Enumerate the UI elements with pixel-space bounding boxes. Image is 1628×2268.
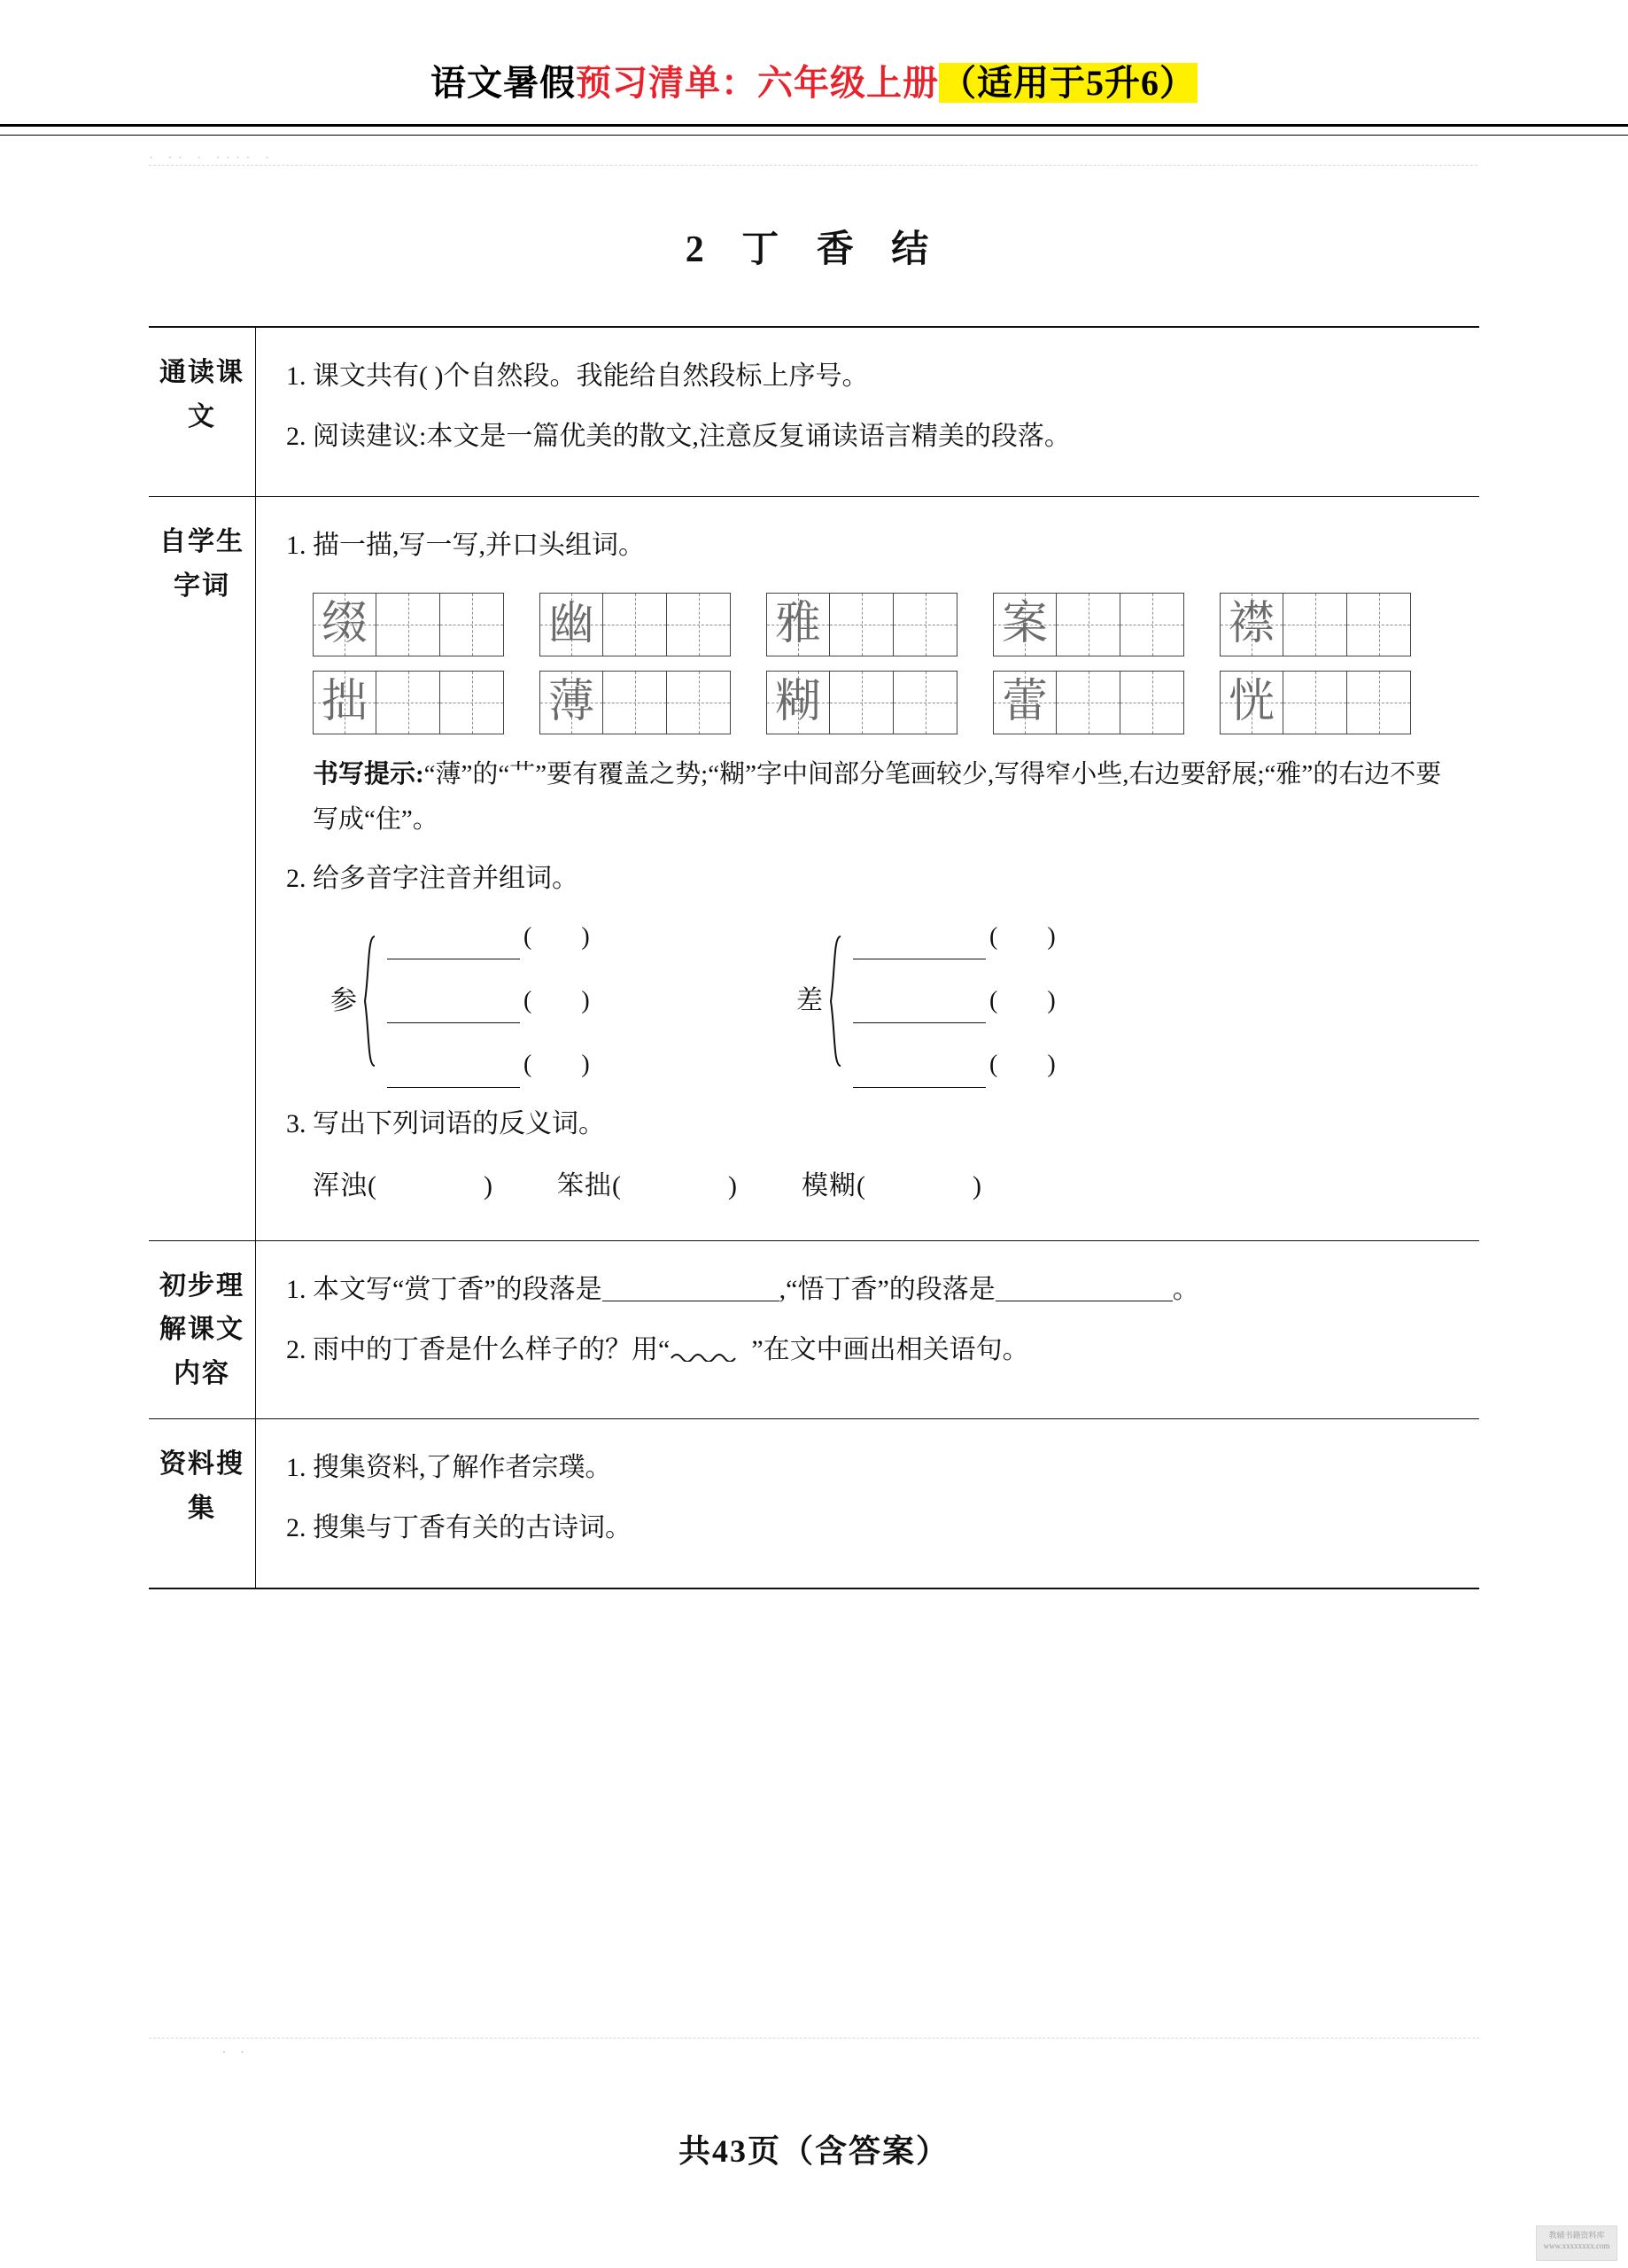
brace-icon [362, 935, 378, 1068]
practice-char: 幽 [547, 599, 594, 650]
char-cell [1220, 671, 1411, 734]
table-row [149, 1240, 1479, 1419]
tianzige-box [1283, 671, 1347, 734]
writing-hint-text: “薄”的“艹”要有覆盖之势;“糊”字中间部分笔画较少,写得窄小些,右边要舒展;“雅”的右边不要写成“住”。 [313, 760, 1442, 834]
tianzige-box [1220, 593, 1283, 656]
polyphone-lines [387, 915, 628, 1088]
polyphone-lines [853, 915, 1094, 1088]
vocab-question-3: 3. 写出下列词语的反义词。 [286, 1108, 605, 1138]
table-row [149, 1419, 1479, 1589]
practice-char: 拙 [321, 677, 368, 728]
tianzige-box [830, 671, 894, 734]
tianzige-box [993, 671, 1057, 734]
char-cell [993, 671, 1184, 734]
practice-char: 缀 [321, 599, 368, 650]
answer-paren[interactable]: ( ) [989, 1051, 1056, 1079]
header-rule-thick [0, 124, 1628, 127]
polyphone-line [387, 1043, 628, 1087]
tianzige-box [440, 593, 504, 656]
section-body-vocab [256, 497, 1480, 1241]
tianzige-box [1347, 593, 1411, 656]
tianzige-box [1283, 593, 1347, 656]
char-cell [313, 593, 504, 656]
tianzige-box [766, 593, 830, 656]
tianzige-box [1120, 671, 1184, 734]
page-title: 2 丁 香 结 [685, 229, 943, 270]
section-body-read [256, 327, 1480, 497]
char-cell [539, 593, 731, 656]
comprehension-1-suffix: 。 [1172, 1274, 1199, 1304]
tianzige-box [667, 593, 731, 656]
polyphone-line [387, 915, 628, 959]
section-body-comprehension [256, 1240, 1480, 1419]
answer-paren[interactable]: ( ) [989, 922, 1056, 951]
page-header [0, 55, 1628, 105]
practice-char: 薄 [547, 677, 594, 728]
comprehension-2-prefix: 2. 雨中的丁香是什么样子的？用“ [286, 1334, 671, 1364]
polyphone-char: 差 [796, 986, 823, 1016]
tianzige-box [313, 593, 376, 656]
tianzige-box [1057, 593, 1120, 656]
antonym-word-1: 浑浊( [313, 1170, 377, 1200]
header-part-1: 语文暑假 [430, 63, 576, 103]
answer-blank[interactable] [387, 1064, 520, 1088]
watermark: 教辅书籍资料库 www.xxxxxxxx.com [1536, 2225, 1617, 2261]
tianzige-box [766, 671, 830, 734]
practice-char: 雅 [774, 599, 821, 650]
tianzige-box [539, 671, 603, 734]
section-label-read: 通读课文 [149, 327, 256, 497]
antonym-word-2: 笨拙( [557, 1170, 622, 1200]
tianzige-box [376, 593, 440, 656]
tianzige-box [894, 671, 957, 734]
crop-line-top [149, 165, 1477, 166]
research-item-1: 1. 搜集资料,了解作者宗璞。 [286, 1453, 612, 1483]
tianzige-box [1347, 671, 1411, 734]
answer-blank[interactable] [853, 936, 986, 959]
read-item-1: 1. 课文共有( )个自然段。我能给自然段标上序号。 [286, 361, 869, 391]
comprehension-blank-2[interactable] [996, 1274, 1173, 1301]
tianzige-box [667, 671, 731, 734]
character-grid-row-2 [313, 671, 1456, 734]
antonym-row: 浑浊( ) 笨拙( ) 模糊( ) [313, 1170, 982, 1200]
comprehension-item-2 [286, 1326, 1456, 1374]
tianzige-box [894, 593, 957, 656]
section-label-comprehension: 初步理解课文内容 [149, 1240, 256, 1419]
polyphone-line [853, 979, 1094, 1023]
character-grid-row-1 [313, 593, 1456, 656]
writing-hint-label: 书写提示: [313, 760, 424, 788]
worksheet-table [149, 326, 1479, 1589]
page-footer: 共43页（含答案） [678, 2133, 950, 2169]
tianzige-box [440, 671, 504, 734]
scan-artifact-top: · ·· · ···· · [149, 151, 275, 166]
comprehension-item-1 [286, 1266, 1456, 1314]
answer-blank[interactable] [387, 936, 520, 959]
char-cell [993, 593, 1184, 656]
answer-paren[interactable]: ( ) [523, 922, 590, 951]
answer-paren[interactable]: ( ) [523, 1051, 590, 1079]
brace-icon [828, 935, 844, 1068]
char-cell [539, 671, 731, 734]
tianzige-box [603, 671, 667, 734]
polyphone-exercise [330, 915, 1456, 1088]
answer-paren[interactable]: ( ) [523, 986, 590, 1014]
comprehension-blank-1[interactable] [602, 1274, 779, 1301]
section-label-research: 资料搜集 [149, 1419, 256, 1589]
polyphone-line [853, 1043, 1094, 1087]
comprehension-2-suffix: ”在文中画出相关语句。 [751, 1334, 1029, 1364]
crop-line-bottom [149, 2038, 1479, 2039]
polyphone-group-2 [796, 915, 1094, 1088]
practice-char: 襟 [1228, 599, 1275, 650]
char-cell [313, 671, 504, 734]
comprehension-1-prefix: 1. 本文写“赏丁香”的段落是 [286, 1274, 602, 1304]
tianzige-box [830, 593, 894, 656]
section-body-research [256, 1419, 1480, 1589]
tianzige-box [993, 593, 1057, 656]
practice-char: 案 [1001, 599, 1048, 650]
read-item-2: 2. 阅读建议:本文是一篇优美的散文,注意反复诵读语言精美的段落。 [286, 422, 1071, 451]
char-cell [766, 671, 957, 734]
tianzige-box [313, 671, 376, 734]
table-row [149, 497, 1479, 1241]
vocab-question-1: 1. 描一描,写一写,并口头组词。 [286, 531, 645, 560]
section-label-vocab: 自学生字词 [149, 497, 256, 1241]
answer-blank[interactable] [853, 999, 986, 1023]
vocab-question-2: 2. 给多音字注音并组词。 [286, 863, 578, 893]
research-item-2: 2. 搜集与丁香有关的古诗词。 [286, 1513, 632, 1543]
polyphone-line [387, 979, 628, 1023]
header-part-3: （适用于5升6） [941, 63, 1196, 103]
tianzige-box [1220, 671, 1283, 734]
character-practice-grids [313, 593, 1456, 734]
header-rule-thin [0, 135, 1628, 136]
practice-char: 蕾 [1001, 677, 1048, 728]
tianzige-box [603, 593, 667, 656]
polyphone-line [853, 915, 1094, 959]
tianzige-box [539, 593, 603, 656]
header-part-2: 预习清单：六年级上册 [576, 63, 939, 103]
char-cell [766, 593, 957, 656]
practice-char: 恍 [1228, 677, 1275, 728]
answer-blank[interactable] [853, 1064, 986, 1088]
tianzige-box [1057, 671, 1120, 734]
table-row [149, 327, 1479, 497]
answer-blank[interactable] [387, 999, 520, 1023]
polyphone-group-1 [330, 915, 628, 1088]
char-cell [1220, 593, 1411, 656]
answer-paren[interactable]: ( ) [989, 986, 1056, 1014]
polyphone-char: 参 [330, 986, 357, 1016]
antonym-word-3: 模糊( [802, 1170, 866, 1200]
comprehension-1-middle: ,“悟丁香”的段落是 [779, 1274, 996, 1304]
practice-char: 糊 [774, 677, 821, 728]
scan-artifact-bottom: · · [221, 2043, 250, 2061]
tianzige-box [376, 671, 440, 734]
writing-hint [313, 752, 1456, 843]
tianzige-box [1120, 593, 1184, 656]
wavy-underline-icon [670, 1337, 751, 1363]
